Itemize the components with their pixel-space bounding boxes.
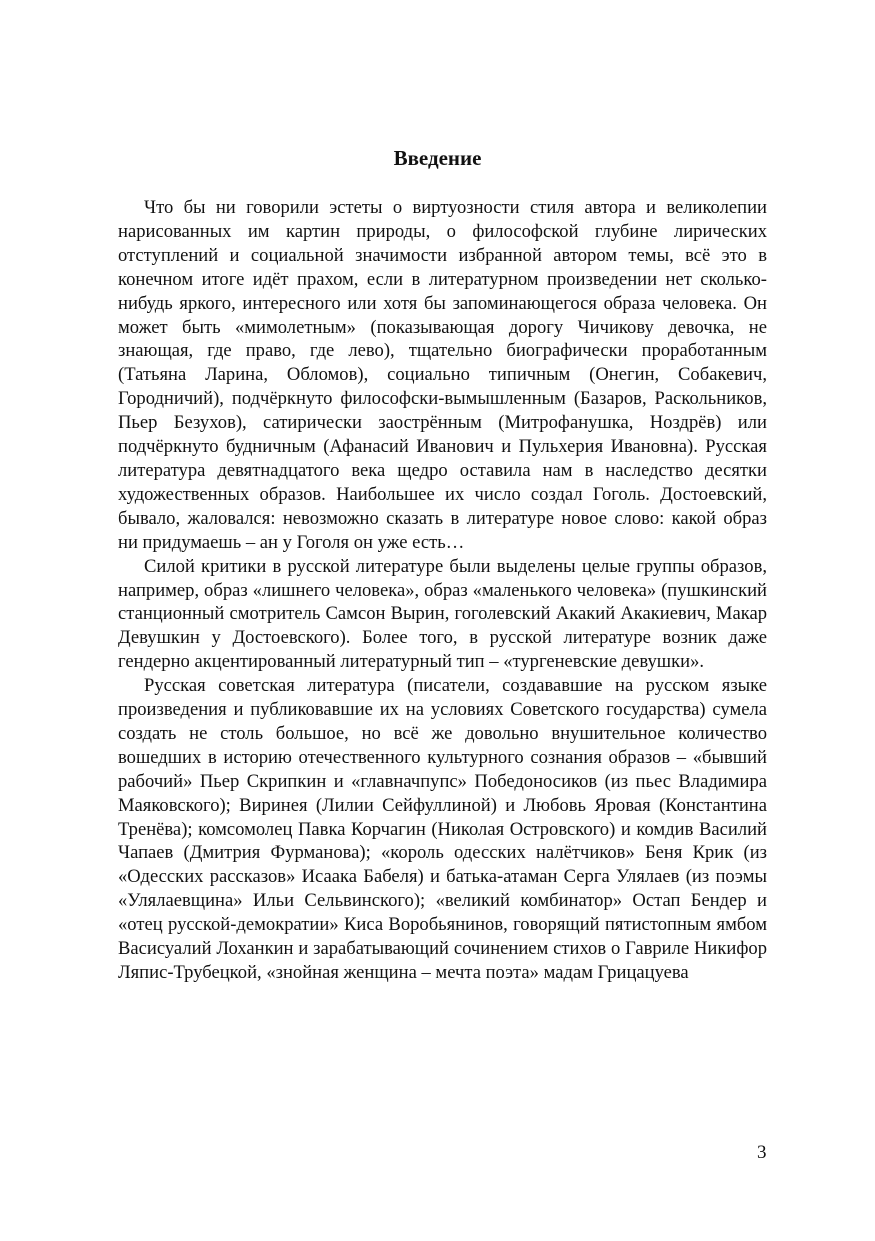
paragraph-2: Силой критики в русской литературе были выделены целые группы образов, например, образ «лишнего человека», образ «маленького человека» (пушкинский станционный смотритель Самсон Вырин, гоголевский Акакий Акакиевич, Макар Девушкин у Достоевского). Более того, в русской литературе возник даже гендерно акцентированный литературный тип – «тургеневские девушки».	[118, 555, 767, 673]
paragraph-3: Русская советская литература (писатели, создававшие на русском языке произведения и публиковавшие их на условиях Советского государства) сумела создать не столь большое, но всё же довольно внушительное количество вошедших в историю отечественного культурного сознания образов – «бывший рабочий» Пьер Скрипкин и «главначпупс» Победоносиков (из пьес Владимира Маяковского); Виринея (Лилии Сейфуллиной) и Любовь Яровая (Константина Тренёва); комсомолец Павка Корчагин (Николая Островского) и комдив Василий Чапаев (Дмитрия Фурманова); «король одесских налётчиков» Беня Крик (из «Одесских рассказов» Исаака Бабеля) и батька-атаман Серга Улялаев (из поэмы «Улялаевщина» Ильи Сельвинского); «великий комбинатор» Остап Бендер и «отец русской-демократии» Киса Воробьянинов, говорящий пятистопным ямбом Васисуалий Лоханкин и зарабатывающий сочинением стихов о Гавриле Никифор Ляпис-Трубецкой, «знойная женщина – мечта поэта» мадам Грицацуева	[118, 675, 767, 983]
page-title: Введение	[393, 146, 482, 170]
body-text	[118, 196, 767, 985]
page-number: 3	[757, 1142, 767, 1163]
paragraph-1: Что бы ни говорили эстеты о виртуозности стиля автора и великолепии нарисованных им картин природы, о философской глубине лирических отступлений и социальной значимости избранной автором темы, всё это в конечном итоге идёт прахом, если в литературном произведении нет сколько-нибудь яркого, интересного или хотя бы запоминающегося образа человека. Он может быть «мимолетным» (показывающая дорогу Чичикову девочка, не знающая, где право, где лево), тщательно биографически проработанным (Татьяна Ларина, Обломов), социально типичным (Онегин, Собакевич, Городничий), подчёркнуто философски-вымышленным (Базаров, Раскольников, Пьер Безухов), сатирически заострённым (Митрофанушка, Ноздрёв) или подчёркнуто будничным (Афанасий Иванович и Пульхерия Ивановна). Русская литература девятнадцатого века щедро оставила нам в наследство десятки художественных образов. Наибольшее их число создал Гоголь. Достоевский, бывало, жаловался: невозможно сказать в литературе новое слово: какой образ ни придумаешь – ан у Гоголя он уже есть…	[118, 197, 767, 553]
